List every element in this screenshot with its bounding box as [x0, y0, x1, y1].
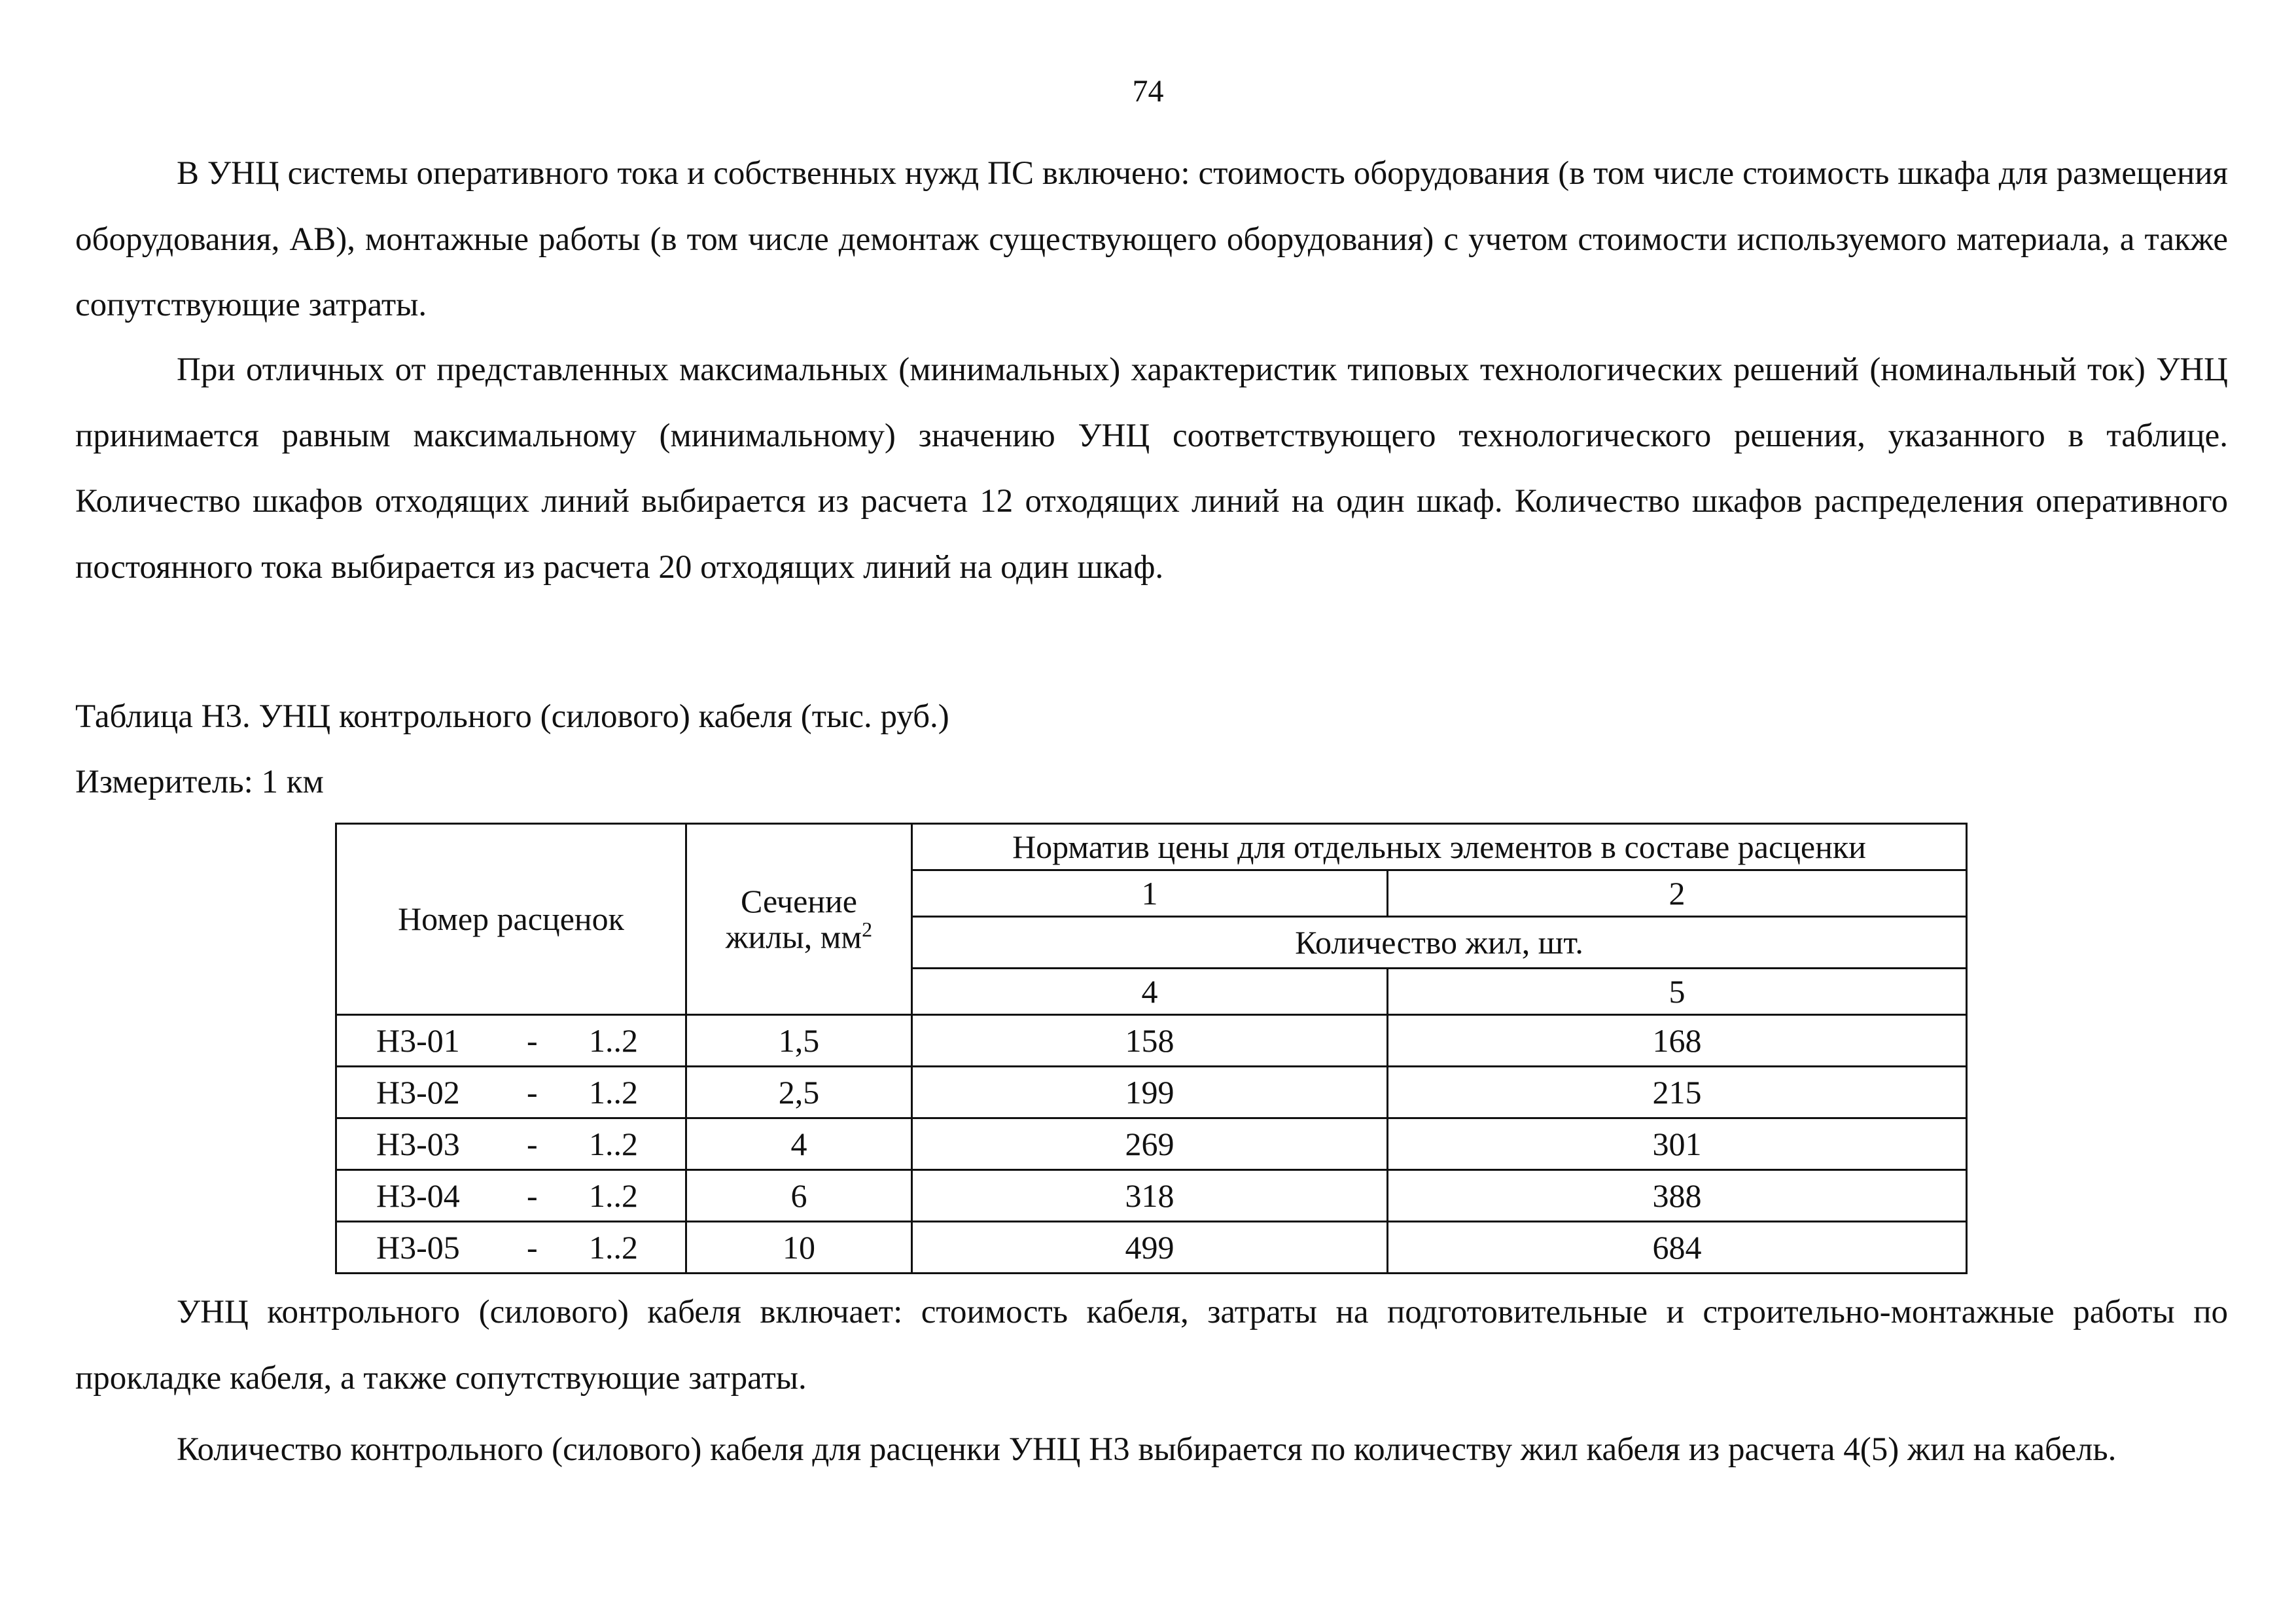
header-col2-cores: 5 [1388, 969, 1967, 1015]
rate-dash: - [527, 1177, 538, 1214]
table-row [336, 1118, 1967, 1170]
header-section-line1: Сечение [741, 883, 857, 920]
rate-range: 1..2 [589, 1022, 638, 1059]
header-cores: Количество жил, шт. [912, 917, 1967, 969]
price-4-cores: 269 [912, 1118, 1388, 1170]
rate-dash: - [527, 1228, 538, 1266]
page-number: 74 [1132, 74, 1164, 109]
price-4-cores: 499 [912, 1222, 1388, 1274]
rate-range: 1..2 [589, 1177, 638, 1214]
paragraph-operating-current: В УНЦ системы оперативного тока и собственных нужд ПС включено: стоимость оборудования (в том числе стоимость шкафа для размещения оборудования, АВ), монтажные работы (в том числе демонтаж существующего оборудования) с учетом стоимости используемого материала, а также сопутствующие затраты. [75, 155, 2228, 323]
section-value: 6 [686, 1170, 912, 1222]
price-5-cores: 684 [1388, 1222, 1967, 1274]
paragraph-characteristics: При отличных от представленных максимальных (минимальных) характеристик типовых технологических решений (номинальный ток) УНЦ принимается равным максимальному (минимальному) значению УНЦ соответствующего технологического решения, указанного в таблице. Количество шкафов отходящих линий выбирается из расчета 12 отходящих линий на один шкаф. Количество шкафов распределения оперативного постоянного тока выбирается из расчета 20 отходящих линий на один шкаф. [75, 351, 2228, 586]
rate-dash: - [527, 1125, 538, 1162]
price-5-cores: 388 [1388, 1170, 1967, 1222]
rate-code: Н3-02 [376, 1073, 460, 1111]
rate-range: 1..2 [589, 1125, 638, 1162]
price-4-cores: 199 [912, 1067, 1388, 1118]
price-4-cores: 318 [912, 1170, 1388, 1222]
section-value: 2,5 [686, 1067, 912, 1118]
section-value: 10 [686, 1222, 912, 1274]
rate-code: Н3-04 [376, 1177, 460, 1214]
table-row [336, 1015, 1967, 1067]
price-5-cores: 168 [1388, 1015, 1967, 1067]
price-5-cores: 301 [1388, 1118, 1967, 1170]
header-norm: Норматив цены для отдельных элементов в составе расценки [912, 824, 1967, 870]
rate-code-cell [336, 1067, 686, 1118]
rate-dash: - [527, 1022, 538, 1059]
rate-code-cell [336, 1015, 686, 1067]
cable-rates-table [335, 823, 1968, 1274]
rate-range: 1..2 [589, 1228, 638, 1266]
rate-dash: - [527, 1073, 538, 1111]
header-col1-index: 1 [912, 870, 1388, 917]
price-4-cores: 158 [912, 1015, 1388, 1067]
rate-code: Н3-01 [376, 1022, 460, 1059]
header-col2-index: 2 [1388, 870, 1967, 917]
price-5-cores: 215 [1388, 1067, 1967, 1118]
rate-code-cell [336, 1118, 686, 1170]
header-rate-number: Номер расценок [336, 824, 686, 1015]
table-measure: Измеритель: 1 км [75, 764, 324, 800]
header-col1-cores: 4 [912, 969, 1388, 1015]
paragraph-cable-quantity: Количество контрольного (силового) кабеля для расценки УНЦ Н3 выбирается по количеству жил кабеля из расчета 4(5) жил на кабель. [177, 1431, 2117, 1468]
rate-range: 1..2 [589, 1073, 638, 1111]
paragraph-cable-includes: УНЦ контрольного (силового) кабеля включает: стоимость кабеля, затраты на подготовительные и строительно-монтажные работы по прокладке кабеля, а также сопутствующие затраты. [75, 1294, 2228, 1397]
table-row [336, 1067, 1967, 1118]
header-section-sup: 2 [862, 917, 873, 941]
header-section-line2: жилы, мм [725, 918, 862, 955]
section-value: 1,5 [686, 1015, 912, 1067]
rate-code-cell [336, 1222, 686, 1274]
rate-code: Н3-05 [376, 1228, 460, 1266]
rate-code: Н3-03 [376, 1125, 460, 1162]
section-value: 4 [686, 1118, 912, 1170]
rate-code-cell [336, 1170, 686, 1222]
header-section [686, 824, 912, 1015]
table-row [336, 1170, 1967, 1222]
table-title: Таблица Н3. УНЦ контрольного (силового) кабеля (тыс. руб.) [75, 698, 949, 735]
table-row [336, 1222, 1967, 1274]
table-header-row [336, 824, 1967, 870]
